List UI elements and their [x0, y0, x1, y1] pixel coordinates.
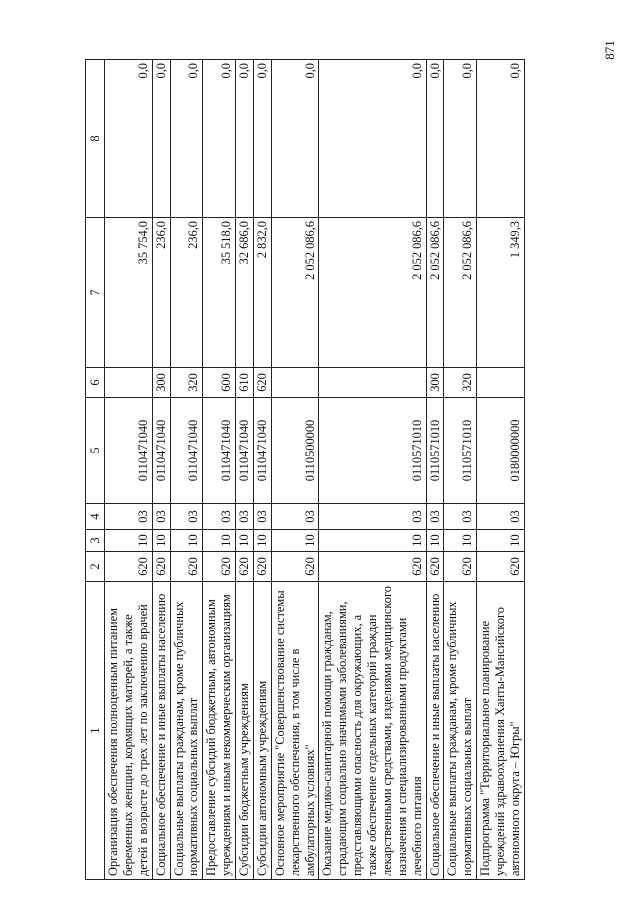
- cell-amount: 32 686,0: [236, 218, 254, 368]
- cell-ministry-code: 620: [426, 552, 444, 582]
- cell-section: 10: [105, 530, 153, 552]
- cell-target-article: 0110471040: [152, 398, 170, 504]
- cell-subsection: 03: [271, 504, 319, 530]
- cell-ministry-code: 620: [105, 552, 153, 582]
- cell-amount-2: 0,0: [152, 60, 170, 218]
- cell-amount: 35 518,0: [203, 218, 236, 368]
- cell-subsection: 03: [105, 504, 153, 530]
- cell-expense-type: [105, 368, 153, 398]
- cell-amount: 236,0: [152, 218, 170, 368]
- cell-expense-type: 320: [170, 368, 203, 398]
- cell-expense-type: [271, 368, 319, 398]
- cell-amount-2: 0,0: [203, 60, 236, 218]
- cell-amount: 1 349,3: [477, 218, 525, 368]
- cell-amount-2: 0,0: [170, 60, 203, 218]
- table-row: [236, 60, 254, 880]
- cell-amount: 236,0: [170, 218, 203, 368]
- header-col-8: 8: [86, 60, 105, 218]
- table-row: [319, 60, 426, 880]
- cell-ministry-code: 620: [253, 552, 271, 582]
- header-col-6: 6: [86, 368, 105, 398]
- budget-table: [85, 59, 525, 880]
- cell-ministry-code: 620: [236, 552, 254, 582]
- cell-amount-2: 0,0: [319, 60, 426, 218]
- row-name: Социальное обеспечение и иные выплаты населению: [152, 582, 170, 880]
- table-row: [152, 60, 170, 880]
- table-row: [444, 60, 477, 880]
- cell-ministry-code: 620: [477, 552, 525, 582]
- cell-amount-2: 0,0: [105, 60, 153, 218]
- cell-section: 10: [426, 530, 444, 552]
- header-row: [86, 60, 105, 880]
- cell-section: 10: [477, 530, 525, 552]
- cell-target-article: 0110471040: [236, 398, 254, 504]
- cell-amount-2: 0,0: [271, 60, 319, 218]
- cell-target-article: 0110571010: [319, 398, 426, 504]
- cell-subsection: 03: [444, 504, 477, 530]
- cell-target-article: 0110471040: [203, 398, 236, 504]
- cell-subsection: 03: [426, 504, 444, 530]
- row-name: Оказание медико-санитарной помощи гражданам, страдающим социально значимыми заболеваниями, представляющими опасность для окружающих, а также обеспечение отдельных категорий граждан лекарственными средствами, изделиями медицинского назначения и специализированными продуктами лечебного питания: [319, 582, 426, 880]
- row-name: Социальные выплаты гражданам, кроме публичных нормативных социальных выплат: [444, 582, 477, 880]
- cell-ministry-code: 620: [170, 552, 203, 582]
- row-name: Субсидии бюджетным учреждениям: [236, 582, 254, 880]
- cell-amount: 2 832,0: [253, 218, 271, 368]
- cell-target-article: 0110471040: [105, 398, 153, 504]
- cell-subsection: 03: [319, 504, 426, 530]
- row-name: Социальные выплаты гражданам, кроме публичных нормативных социальных выплат: [170, 582, 203, 880]
- cell-subsection: 03: [253, 504, 271, 530]
- cell-ministry-code: 620: [319, 552, 426, 582]
- table-row: [170, 60, 203, 880]
- row-name: Подпрограмма "Территориальное планирование учреждений здравоохранения Ханты-Мансийского автономного округа – Югры": [477, 582, 525, 880]
- cell-amount: 2 052 086,6: [444, 218, 477, 368]
- cell-amount-2: 0,0: [477, 60, 525, 218]
- cell-amount-2: 0,0: [426, 60, 444, 218]
- row-name: Основное мероприятие "Совершенствование системы лекарственного обеспечения, в том числе в амбулаторных условиях": [271, 582, 319, 880]
- cell-subsection: 03: [236, 504, 254, 530]
- rotated-page: [85, 60, 625, 880]
- table-row: [271, 60, 319, 880]
- cell-amount: 35 754,0: [105, 218, 153, 368]
- cell-expense-type: [319, 368, 426, 398]
- cell-section: 10: [203, 530, 236, 552]
- table-row: [105, 60, 153, 880]
- row-name: Социальное обеспечение и иные выплаты населению: [426, 582, 444, 880]
- cell-target-article: 0110471040: [253, 398, 271, 504]
- cell-section: 10: [253, 530, 271, 552]
- cell-expense-type: 300: [152, 368, 170, 398]
- header-col-2: 2: [86, 552, 105, 582]
- cell-expense-type: 620: [253, 368, 271, 398]
- header-col-5: 5: [86, 398, 105, 504]
- cell-section: 10: [236, 530, 254, 552]
- table-header: [86, 60, 105, 880]
- cell-amount: 2 052 086,6: [426, 218, 444, 368]
- header-col-7: 7: [86, 218, 105, 368]
- cell-target-article: 0110471040: [170, 398, 203, 504]
- table-row: [253, 60, 271, 880]
- cell-section: 10: [444, 530, 477, 552]
- cell-amount-2: 0,0: [236, 60, 254, 218]
- table-row: [426, 60, 444, 880]
- cell-amount: 2 052 086,6: [319, 218, 426, 368]
- cell-expense-type: [477, 368, 525, 398]
- cell-subsection: 03: [170, 504, 203, 530]
- row-name: Предоставление субсидий бюджетным, автономным учреждениям и иным некоммерческим организациям: [203, 582, 236, 880]
- cell-amount: 2 052 086,6: [271, 218, 319, 368]
- cell-ministry-code: 620: [271, 552, 319, 582]
- row-name: Субсидии автономным учреждениям: [253, 582, 271, 880]
- cell-amount-2: 0,0: [253, 60, 271, 218]
- cell-section: 10: [152, 530, 170, 552]
- cell-expense-type: 610: [236, 368, 254, 398]
- cell-subsection: 03: [477, 504, 525, 530]
- header-col-3: 3: [86, 530, 105, 552]
- cell-expense-type: 600: [203, 368, 236, 398]
- table-body: [105, 60, 525, 880]
- cell-target-article: 0110571010: [444, 398, 477, 504]
- cell-target-article: 0110500000: [271, 398, 319, 504]
- cell-ministry-code: 620: [203, 552, 236, 582]
- cell-ministry-code: 620: [444, 552, 477, 582]
- cell-section: 10: [271, 530, 319, 552]
- cell-target-article: 0180000000: [477, 398, 525, 504]
- cell-subsection: 03: [152, 504, 170, 530]
- cell-amount-2: 0,0: [444, 60, 477, 218]
- cell-section: 10: [319, 530, 426, 552]
- cell-expense-type: 320: [444, 368, 477, 398]
- cell-ministry-code: 620: [152, 552, 170, 582]
- table-row: [477, 60, 525, 880]
- header-col-1: 1: [86, 582, 105, 880]
- header-col-4: 4: [86, 504, 105, 530]
- row-name: Организация обеспечения полноценным питанием беременных женщин, кормящих матерей, а также детей в возрасте до трех лет по заключению врачей: [105, 582, 153, 880]
- cell-section: 10: [170, 530, 203, 552]
- table-row: [203, 60, 236, 880]
- cell-subsection: 03: [203, 504, 236, 530]
- page-number: 871: [601, 40, 617, 60]
- cell-target-article: 0110571010: [426, 398, 444, 504]
- cell-expense-type: 300: [426, 368, 444, 398]
